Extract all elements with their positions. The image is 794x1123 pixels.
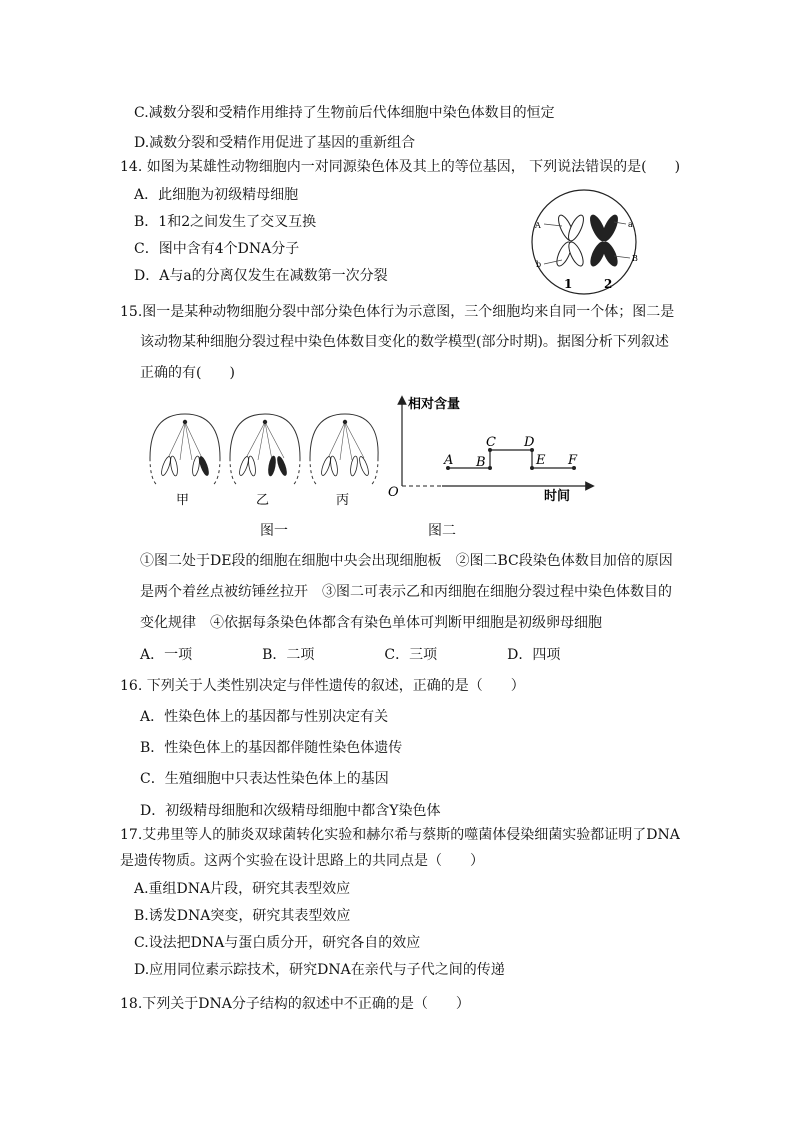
q17-option-c: C.设法把DNA与蛋白质分开，研究各自的效应 [134,935,421,951]
chromosome-1-label: 1 [564,277,573,291]
question-16: 16. 下列关于人类性别决定与伴性遗传的叙述，正确的是（ ） [120,678,525,694]
question-18: 18.下列关于DNA分子结构的叙述中不正确的是（ ） [120,996,470,1012]
chromosome-2-label: 2 [604,277,613,291]
y-axis-label: 相对含量 [408,397,461,412]
q15-statement-2: 是两个着丝点被纺锤丝拉开 ③图二可表示乙和丙细胞在细胞分裂过程中染色体数目的 [140,584,672,600]
q17-option-d: D.应用同位素示踪技术，研究DNA在亲代与子代之间的传递 [134,962,505,978]
q14-figure [518,186,650,298]
cell-bing-label: 丙 [336,493,350,508]
gene-B-label: B [632,254,638,263]
q17-option-b: B.诱发DNA突变，研究其表型效应 [134,908,351,924]
q16-option-a: A．性染色体上的基因都与性别决定有关 [140,709,389,725]
question-15-line3: 正确的有( ) [140,365,235,381]
option-c-prev: C.减数分裂和受精作用维持了生物前后代体细胞中染色体数目的恒定 [134,105,555,121]
point-d-label: D [524,435,535,450]
q16-option-b: B．性染色体上的基因都伴随性染色体遗传 [140,740,403,756]
q16-option-d: D．初级精母细胞和次级精母细胞中都含Y染色体 [140,803,441,819]
gene-a-label: a [628,220,633,229]
point-a-label: A [444,453,454,468]
q14-option-a: A．此细胞为初级精母细胞 [134,187,299,203]
question-17-line2: 是遗传物质。这两个实验在设计思路上的共同点是（ ） [120,853,484,869]
point-c-label: C [486,435,496,450]
figure-2-chart [384,392,604,504]
q15-statement-3: 变化规律 ④依据每条染色体都含有染色单体可判断甲细胞是初级卵母细胞 [140,615,602,631]
point-e-label: E [536,453,546,468]
gene-A-label: A [535,221,541,230]
q14-option-d: D．A与a的分离仅发生在减数第一次分裂 [134,268,388,284]
point-b-label: B [476,455,486,470]
figure-2-caption: 图二 [428,523,456,539]
question-14: 14. 如图为某雄性动物细胞内一对同源染色体及其上的等位基因， 下列说法错误的是( ) [120,159,681,175]
cell-yi-label: 乙 [256,493,270,508]
q14-option-c: C．图中含有4个DNA分子 [134,241,300,257]
q15-statement-1: ①图二处于DE段的细胞在细胞中央会出现细胞板 ②图二BC段染色体数目加倍的原因 [140,553,673,569]
question-15-line1: 15.图一是某种动物细胞分裂中部分染色体行为示意图，三个细胞均来自同一个体；图二是 [120,304,675,320]
question-15-line2: 该动物某种细胞分裂过程中染色体数目变化的数学模型(部分时期)。据图分析下列叙述 [140,334,669,350]
q17-option-a: A.重组DNA片段，研究其表型效应 [134,881,351,897]
gene-b-label: b [536,260,542,269]
q16-option-c: C．生殖细胞中只表达性染色体上的基因 [140,771,389,787]
option-d-prev: D.减数分裂和受精作用促进了基因的重新组合 [134,135,416,151]
figure-1-caption: 图一 [260,523,288,539]
figure-1-cells [140,408,380,518]
x-axis-label: 时间 [544,489,571,504]
question-17-line1: 17.艾弗里等人的肺炎双球菌转化实验和赫尔希与蔡斯的噬菌体侵染细菌实验都证明了DNA [120,827,680,843]
q15-options: A．一项 B．二项 C．三项 D．四项 [140,647,561,663]
q14-option-b: B．1和2之间发生了交叉互换 [134,214,317,230]
point-f-label: F [568,453,578,468]
origin-label: O [388,485,399,500]
cell-jia-label: 甲 [176,493,190,508]
